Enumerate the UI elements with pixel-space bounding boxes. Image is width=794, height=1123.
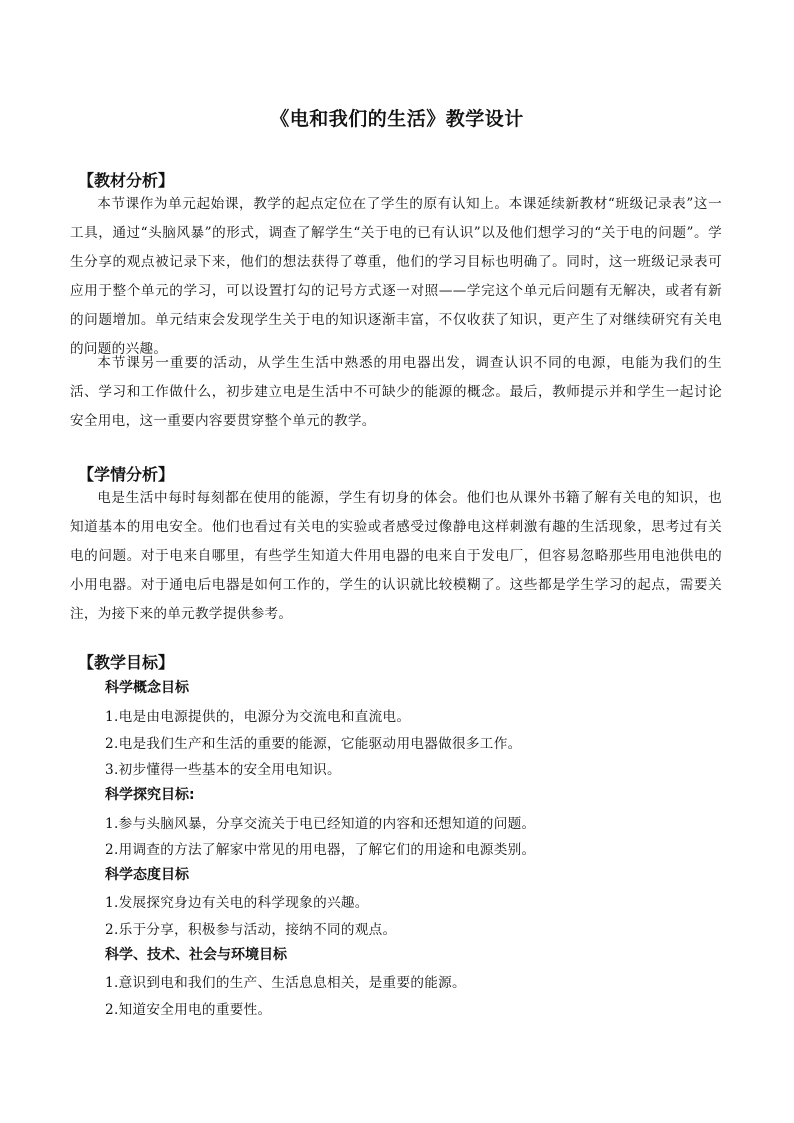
- objective-group-title: 科学探究目标:: [105, 787, 195, 803]
- objective-item: 3.初步懂得一些基本的安全用电知识。: [105, 762, 341, 778]
- objective-item: 2.知道安全用电的重要性。: [105, 1002, 272, 1018]
- objective-item: 1.参与头脑风暴，分享交流关于电已经知道的内容和还想知道的问题。: [105, 816, 536, 832]
- objective-item: 1.发展探究身边有关电的科学现象的兴趣。: [105, 895, 369, 911]
- section-heading-materials: 【教材分析】: [78, 171, 175, 190]
- materials-paragraph-1: 本节课作为单元起始课，教学的起点定位在了学生的原有认知上。本课延续新教材“班级记录表”这一工具，通过“头脑风暴”的形式，调查了解学生“关于电的已有认识”以及他们想学习的“关于电的问题”。学生分享的观点被记录下来，他们的想法获得了尊重，他们的学习目标也明确了。同时，这一班级记录表可应用于整个单元的学习，可以设置打勾的记号方式逐一对照——学完这个单元后问题有无解决，或者有新的问题增加。单元结束会发现学生关于电的知识逐渐丰富，不仅收获了知识，更产生了对继续研究有关电的问题的兴趣。: [70, 196, 722, 357]
- objective-item: 2.用调查的方法了解家中常见的用电器，了解它们的用途和电源类别。: [105, 842, 536, 858]
- objective-item: 1.意识到电和我们的生产、生活息息相关，是重要的能源。: [105, 975, 466, 991]
- section-heading-objectives: 【教学目标】: [78, 653, 175, 672]
- objective-item: 2.乐于分享，积极参与活动，接纳不同的观点。: [105, 922, 397, 938]
- students-paragraph-1: 电是生活中每时每刻都在使用的能源，学生有切身的体会。他们也从课外书籍了解有关电的知识，也知道基本的用电安全。他们也看过有关电的实验或者感受过像静电这样刺激有趣的生活现象，思考过有关电的问题。对于电来自哪里，有些学生知道大件用电器的电来自于发电厂，但容易忽略那些用电池供电的小用电器。对于通电后电器是如何工作的，学生的认识就比较模糊了。这些都是学生学习的起点，需要关注，为接下来的单元教学提供参考。: [70, 490, 722, 622]
- materials-paragraph-2: 本节课另一重要的活动，从学生生活中熟悉的用电器出发，调查认识不同的电源，电能为我们的生活、学习和工作做什么，初步建立电是生活中不可缺少的能源的概念。最后，教师提示并和学生一起讨论安全用电，这一重要内容要贯穿整个单元的教学。: [70, 355, 722, 429]
- page-title: 《电和我们的生活》教学设计: [270, 108, 524, 130]
- objective-group-title: 科学态度目标: [105, 867, 189, 883]
- objective-item: 1.电是由电源提供的，电源分为交流电和直流电。: [105, 709, 411, 725]
- section-heading-students: 【学情分析】: [78, 465, 175, 484]
- objective-group-title: 科学、技术、社会与环境目标: [105, 947, 287, 963]
- objective-group-title: 科学概念目标: [105, 680, 189, 696]
- objective-item: 2.电是我们生产和生活的重要的能源，它能驱动用电器做很多工作。: [105, 736, 522, 752]
